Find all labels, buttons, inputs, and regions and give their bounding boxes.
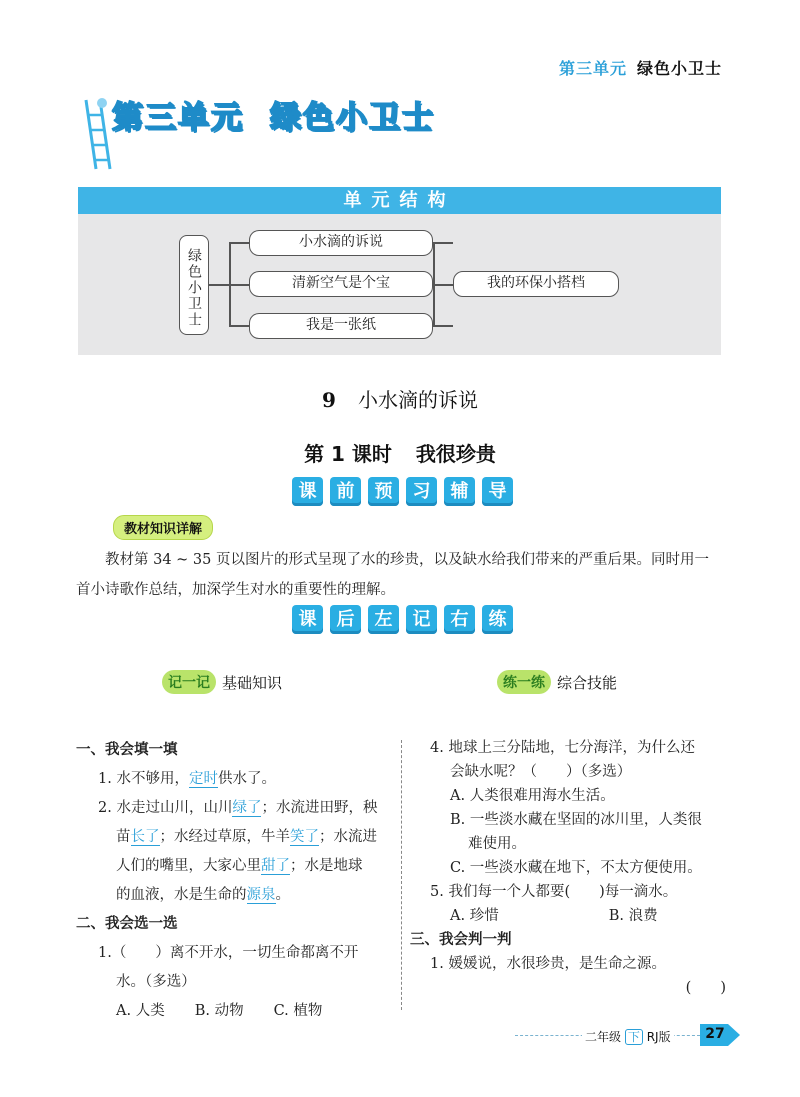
unit-structure-header: 单元结构 [78,187,721,214]
band-char: 辅 [444,477,475,506]
option: B. 动物 [194,1003,244,1019]
question-line: 的血液，水是生命的源泉。 [116,887,290,903]
option: A. 珍惜 [450,908,499,924]
options [76,997,396,1026]
band-char: 记 [406,605,437,634]
page-number: 27 [705,1026,725,1042]
connector [209,284,229,286]
connector [433,284,453,286]
column-divider [401,740,402,1010]
connector [433,242,453,244]
unit-title-unit: 第三单元 [112,100,244,136]
period-name: 我很珍贵 [415,442,496,466]
option-line: 难使用。 [468,836,526,852]
option: B. 一些淡水藏在坚固的冰川里，人类很 [450,812,702,828]
structure-item-node: 我是一张纸 [249,313,433,339]
connector [433,242,435,326]
section-heading: 三、我会判一判 [410,932,512,948]
band-char: 预 [368,477,399,506]
right-column [410,736,726,1000]
right-column-heading [497,670,617,694]
period-title [0,438,800,467]
connector [229,242,249,244]
answer-blank: 绿了 [232,800,262,816]
running-head [559,56,722,79]
section-tag: 教材知识详解 [113,515,213,540]
left-column-heading [162,670,282,694]
connector [229,325,249,327]
question-line: 会缺水呢？（ ）（多选） [450,764,632,780]
band-char: 左 [368,605,399,634]
left-heading-label: 基础知识 [222,673,283,692]
left-column [76,736,396,1026]
answer-blank: 甜了 [261,858,290,874]
option: C. 一些淡水藏在地下，不太方便使用。 [450,860,702,876]
band-char: 前 [330,477,361,506]
right-heading-pill: 练一练 [497,670,551,694]
band-char: 课 [292,477,323,506]
unit-title-name: 绿色小卫士 [270,100,435,136]
footer-grade: 二年级 下 RJ版 [582,1028,674,1045]
running-head-name: 绿色小卫士 [636,59,722,78]
intro-paragraph: 教材第 34 ~ 35 页以图片的形式呈现了水的珍贵，以及缺水给我们带来的严重后果。同时用一首小诗歌作总结，加深学生对水的重要性的理解。 [76,552,709,598]
running-head-unit: 第三单元 [558,59,627,78]
answer-blank: 笑了 [290,829,319,845]
structure-root-node: 绿色小卫士 [179,235,209,335]
question-line: 人们的嘴里，大家心里甜了；水是地球 [116,858,363,874]
band-char: 导 [482,477,513,506]
question-line: 水。（多选） [116,974,196,990]
lesson-title [0,384,800,413]
question: 1. 水不够用，定时供水了。 [98,771,276,787]
practice-band [292,605,513,634]
question: 4. 地球上三分陆地，七分海洋，为什么还 [430,740,695,756]
connector [229,284,249,286]
answer-blank: 源泉 [246,887,276,903]
answer-blank: 长了 [130,829,160,845]
question: 1. 媛媛说，水很珍贵，是生命之源。 [430,956,666,972]
period-label: 第 1 课时 [304,442,392,466]
band-char: 课 [292,605,323,634]
structure-result-node: 我的环保小搭档 [453,271,619,297]
option: A. 人类 [116,1003,165,1019]
band-char: 后 [330,605,361,634]
answer-paren: ( ) [685,980,726,996]
band-char: 练 [482,605,513,634]
option: B. 浪费 [608,908,658,924]
preview-band [292,477,513,506]
option: A. 人类很难用海水生活。 [450,788,615,804]
band-char: 右 [444,605,475,634]
question: 1.（ ）离不开水，一切生命都离不开 [98,945,359,961]
band-char: 习 [406,477,437,506]
structure-item-node: 小水滴的诉说 [249,230,433,256]
term-badge: 下 [625,1029,643,1045]
answer-blank: 定时 [188,771,218,787]
section-heading: 二、我会选一选 [76,916,178,932]
lesson-number: 9 [322,388,336,412]
left-heading-pill: 记一记 [162,670,216,694]
question: 5. 我们每一个人都要( )每一滴水。 [430,884,678,900]
connector [433,325,453,327]
section-heading: 一、我会填一填 [76,742,178,758]
question-line: 苗长了；水经过草原，牛羊笑了；水流进 [116,829,377,845]
unit-title [112,92,461,137]
right-heading-label: 综合技能 [557,673,618,692]
question: 2. 水走过山川，山川绿了；水流进田野，秧 [98,800,378,816]
options [410,904,726,928]
structure-item-node: 清新空气是个宝 [249,271,433,297]
ladder-climber-icon [80,95,116,170]
lesson-name: 小水滴的诉说 [357,388,478,412]
option: C. 植物 [273,1003,323,1019]
